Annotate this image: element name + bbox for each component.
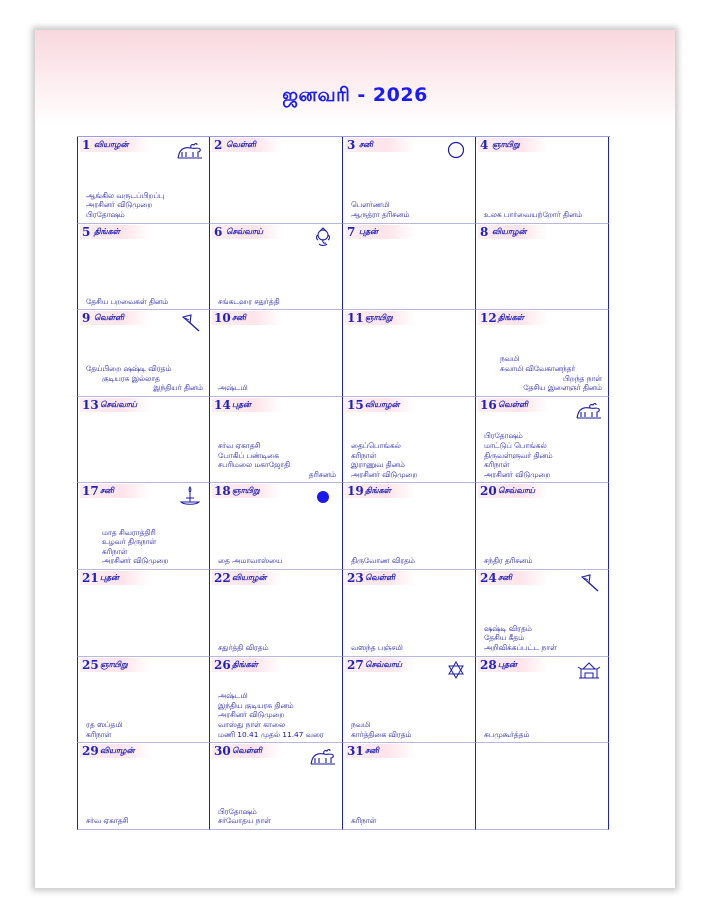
weekday-name: சனி [232,313,246,323]
event-text: வஸந்த பஞ்சமி [351,643,403,652]
day-cell-7 [343,224,476,311]
event-text: அரசினர் விடுமுறை [218,710,285,720]
event-text: இந்திய குடியரசு தினம் [218,700,294,710]
day-cell-30 [210,743,343,830]
ganesha-icon [310,227,336,247]
event-text: உழவர் திருநாள் [102,537,157,547]
event-text: தேசிய கீதம் [484,633,525,643]
weekday-name: புதன் [100,573,119,582]
event-list [351,441,473,479]
event-list [86,364,207,393]
weekday-name: திங்கள் [232,659,258,669]
day-cell-6 [210,224,343,311]
date-number: 12 [480,311,497,326]
event-text: திருவோண விரதம் [351,556,415,566]
date-number: 13 [82,397,99,412]
bull-icon [310,746,336,766]
event-text: இராணுவ தினம் [351,460,405,470]
weekday-name: சனி [498,573,512,582]
weekday-name: வியாழன் [100,746,135,756]
weekday-name: சனி [365,746,379,756]
event-list [86,720,207,739]
event-text: பிரதோஷம் [484,431,523,441]
date-number: 26 [214,657,231,672]
day-cell-20 [476,483,609,570]
date-number: 2 [214,138,223,152]
event-list [86,191,207,220]
event-list [218,441,340,479]
event-text: தேய்பிறை ஷஷ்டி விரதம் [86,364,172,373]
day-cell-13 [77,397,210,484]
weekday-name: வெள்ளி [226,140,256,149]
day-cell-11 [343,310,476,397]
event-text: சபரிமலை மகாஜோதி [218,460,291,470]
weekday-name: செவ்வாய் [100,399,138,409]
date-number: 30 [214,744,231,759]
event-list [218,297,340,307]
date-number: 25 [82,657,99,672]
day-cell-17 [77,483,210,570]
weekday-name: வியாழன் [365,399,400,409]
weekday-name: திங்கள் [498,313,524,323]
lamp-icon [177,486,203,506]
day-cell-31 [343,743,476,830]
day-cell-19 [343,483,476,570]
bull-icon [177,140,203,160]
calendar-page [35,30,675,888]
event-list [351,720,473,739]
event-text: சதுர்த்தி விரதம் [218,643,269,652]
event-list [484,624,606,653]
event-text: பிரதோஷம் [218,806,257,816]
event-list [218,643,340,653]
event-text: தை அமாவாஸ்யை [218,556,283,566]
event-list [86,528,207,566]
date-number: 23 [347,571,364,585]
temple-icon [576,660,602,680]
event-text: அஷ்டமி [218,383,248,393]
event-list [218,383,340,393]
weekday-name: ஞாயிறு [365,313,393,323]
day-cell-5 [77,224,210,311]
event-list [484,730,606,740]
event-text: அரசினர் விடுமுறை [484,469,551,479]
event-text: இந்தியர் தினம் [153,383,203,393]
date-number: 11 [347,311,364,326]
event-text: ஆருத்ரா தரிசனம் [351,210,410,219]
weekday-name: சனி [100,486,114,496]
event-list [351,643,473,653]
event-list [218,556,340,566]
calendar-grid [77,136,610,830]
event-text: மணி 10.41 முதல் 11.47 வரை [218,729,324,739]
event-list [351,816,473,826]
weekday-name: புதன் [359,226,378,236]
weekday-name: வெள்ளி [94,313,124,323]
event-text: தரிசனம் [308,469,336,479]
event-text: சர்வ ஏகாதசி [218,441,261,451]
day-cell-1 [77,137,210,224]
date-number: 27 [347,657,364,672]
day-cell-16 [476,397,609,484]
weekday-name: புதன் [498,659,517,669]
weekday-name: வெள்ளி [498,399,528,409]
event-text: பிறந்த நாள் [563,373,602,383]
date-number: 10 [214,311,231,326]
date-number: 6 [214,224,223,239]
day-cell-25 [77,657,210,744]
weekday-name: ஞாயிறு [492,140,520,149]
event-text: அரசினர் விடுமுறை [86,200,153,210]
date-number: 16 [480,397,497,412]
day-cell-9 [77,310,210,397]
month-title: ஜனவரி - 2026 [282,84,428,106]
star-icon [443,660,469,680]
date-number: 4 [480,138,489,152]
day-cell-26 [210,657,343,744]
event-text: ஆங்கில வருடப்பிறப்பு [86,190,165,200]
event-list [351,556,473,566]
event-list [218,807,340,826]
event-text: கரிநாள் [484,460,510,470]
weekday-name: வியாழன் [232,573,267,582]
empty-cell [476,743,609,830]
event-text: பிரதோஷம் [86,210,125,219]
date-number: 8 [480,224,489,239]
event-text: குடியரசு இல்லாத [102,373,160,383]
event-text: வாஸ்து நாள் காலை [218,720,285,729]
event-list [218,691,340,739]
event-text: நவமி [351,720,371,729]
event-text: கரிநாள் [102,546,128,556]
weekday-name: செவ்வாய் [365,659,403,669]
event-list [484,556,606,566]
event-text: அஷ்டமி [218,691,248,701]
weekday-name: செவ்வாய் [498,486,536,496]
date-number: 21 [82,571,99,585]
day-cell-23 [343,570,476,657]
full-moon-icon [443,140,469,160]
day-cell-28 [476,657,609,744]
day-cell-3 [343,137,476,224]
weekday-name: திங்கள் [365,486,391,496]
event-list [484,354,606,392]
event-text: தைப்பொங்கல் [351,441,401,451]
weekday-name: புதன் [232,399,251,409]
event-text: ரத ஸப்தமி [86,720,123,729]
event-text: மாட்டுப் பொங்கல் [484,441,547,451]
event-text: சர்வ ஏகாதசி [86,816,129,826]
vel-icon [177,313,203,333]
vel-icon [576,573,602,593]
date-number: 29 [82,744,99,759]
date-number: 31 [347,744,364,759]
new-moon-icon [310,486,336,506]
event-list [484,431,606,479]
weekday-name: செவ்வாய் [226,226,264,236]
event-text: சர்வோதய நாள் [218,816,271,826]
event-text: அரசினர் விடுமுறை [102,556,169,566]
weekday-name: ஞாயிறு [232,486,260,496]
date-number: 24 [480,571,497,585]
event-text: அரசினர் விடுமுறை [351,469,418,479]
day-cell-8 [476,224,609,311]
event-text: தேசிய இளைஞர் தினம் [523,383,602,393]
day-cell-22 [210,570,343,657]
date-number: 15 [347,397,364,412]
date-number: 14 [214,397,231,412]
day-cell-21 [77,570,210,657]
day-cell-10 [210,310,343,397]
event-text: மாத சிவராத்திரி [102,527,156,537]
event-text: போகிப் பண்டிகை [218,450,280,460]
date-number: 28 [480,657,497,672]
date-number: 3 [347,138,356,152]
day-cell-2 [210,137,343,224]
date-number: 7 [347,224,356,239]
weekday-name: வெள்ளி [232,746,262,756]
day-cell-24 [476,570,609,657]
event-text: சுபமுகூர்த்தம் [484,729,530,739]
weekday-name: சனி [359,140,373,149]
header-band [35,30,675,126]
event-text: சங்கடஹர சதுர்த்தி [218,296,280,306]
event-text: அறிவிக்கப்பட்ட நாள் [484,643,557,652]
event-text: பௌர்ணமி [351,200,390,210]
event-text: கரிநாள் [86,729,112,739]
day-cell-4 [476,137,609,224]
event-text: நவமி [500,354,520,364]
date-number: 5 [82,224,91,239]
event-text: சந்திர தரிசனம் [484,556,533,566]
event-text: தேசிய பறவைகள் தினம் [86,296,169,306]
date-number: 20 [480,484,497,499]
event-text: கார்த்திகை விரதம் [351,729,412,739]
date-number: 22 [214,571,231,585]
event-text: கரிநாள் [351,450,377,460]
weekday-name: வெள்ளி [365,573,395,582]
date-number: 18 [214,484,231,499]
event-list [351,200,473,219]
date-number: 9 [82,311,91,326]
weekday-name: திங்கள் [94,226,120,236]
day-cell-18 [210,483,343,570]
event-list [86,297,207,307]
date-number: 17 [82,484,99,499]
weekday-name: வியாழன் [492,226,527,236]
date-number: 1 [82,138,91,152]
event-text: சுவாமி விவேகானந்தர் [500,364,576,373]
weekday-name: ஞாயிறு [100,659,128,669]
event-list [86,816,207,826]
bull-icon [576,400,602,420]
day-cell-15 [343,397,476,484]
date-number: 19 [347,484,364,499]
event-list [484,210,606,220]
weekday-name: வியாழன் [94,140,129,149]
event-text: உலக பார்வையற்றோர் தினம் [484,210,583,219]
cell-header-highlight [345,138,415,152]
day-cell-27 [343,657,476,744]
event-text: கரிநாள் [351,816,377,826]
event-text: திருவள்ளுவர் தினம் [484,450,553,460]
event-text: ஷஷ்டி விரதம் [484,623,532,633]
day-cell-14 [210,397,343,484]
day-cell-12 [476,310,609,397]
cell-header-highlight [345,225,415,239]
day-cell-29 [77,743,210,830]
